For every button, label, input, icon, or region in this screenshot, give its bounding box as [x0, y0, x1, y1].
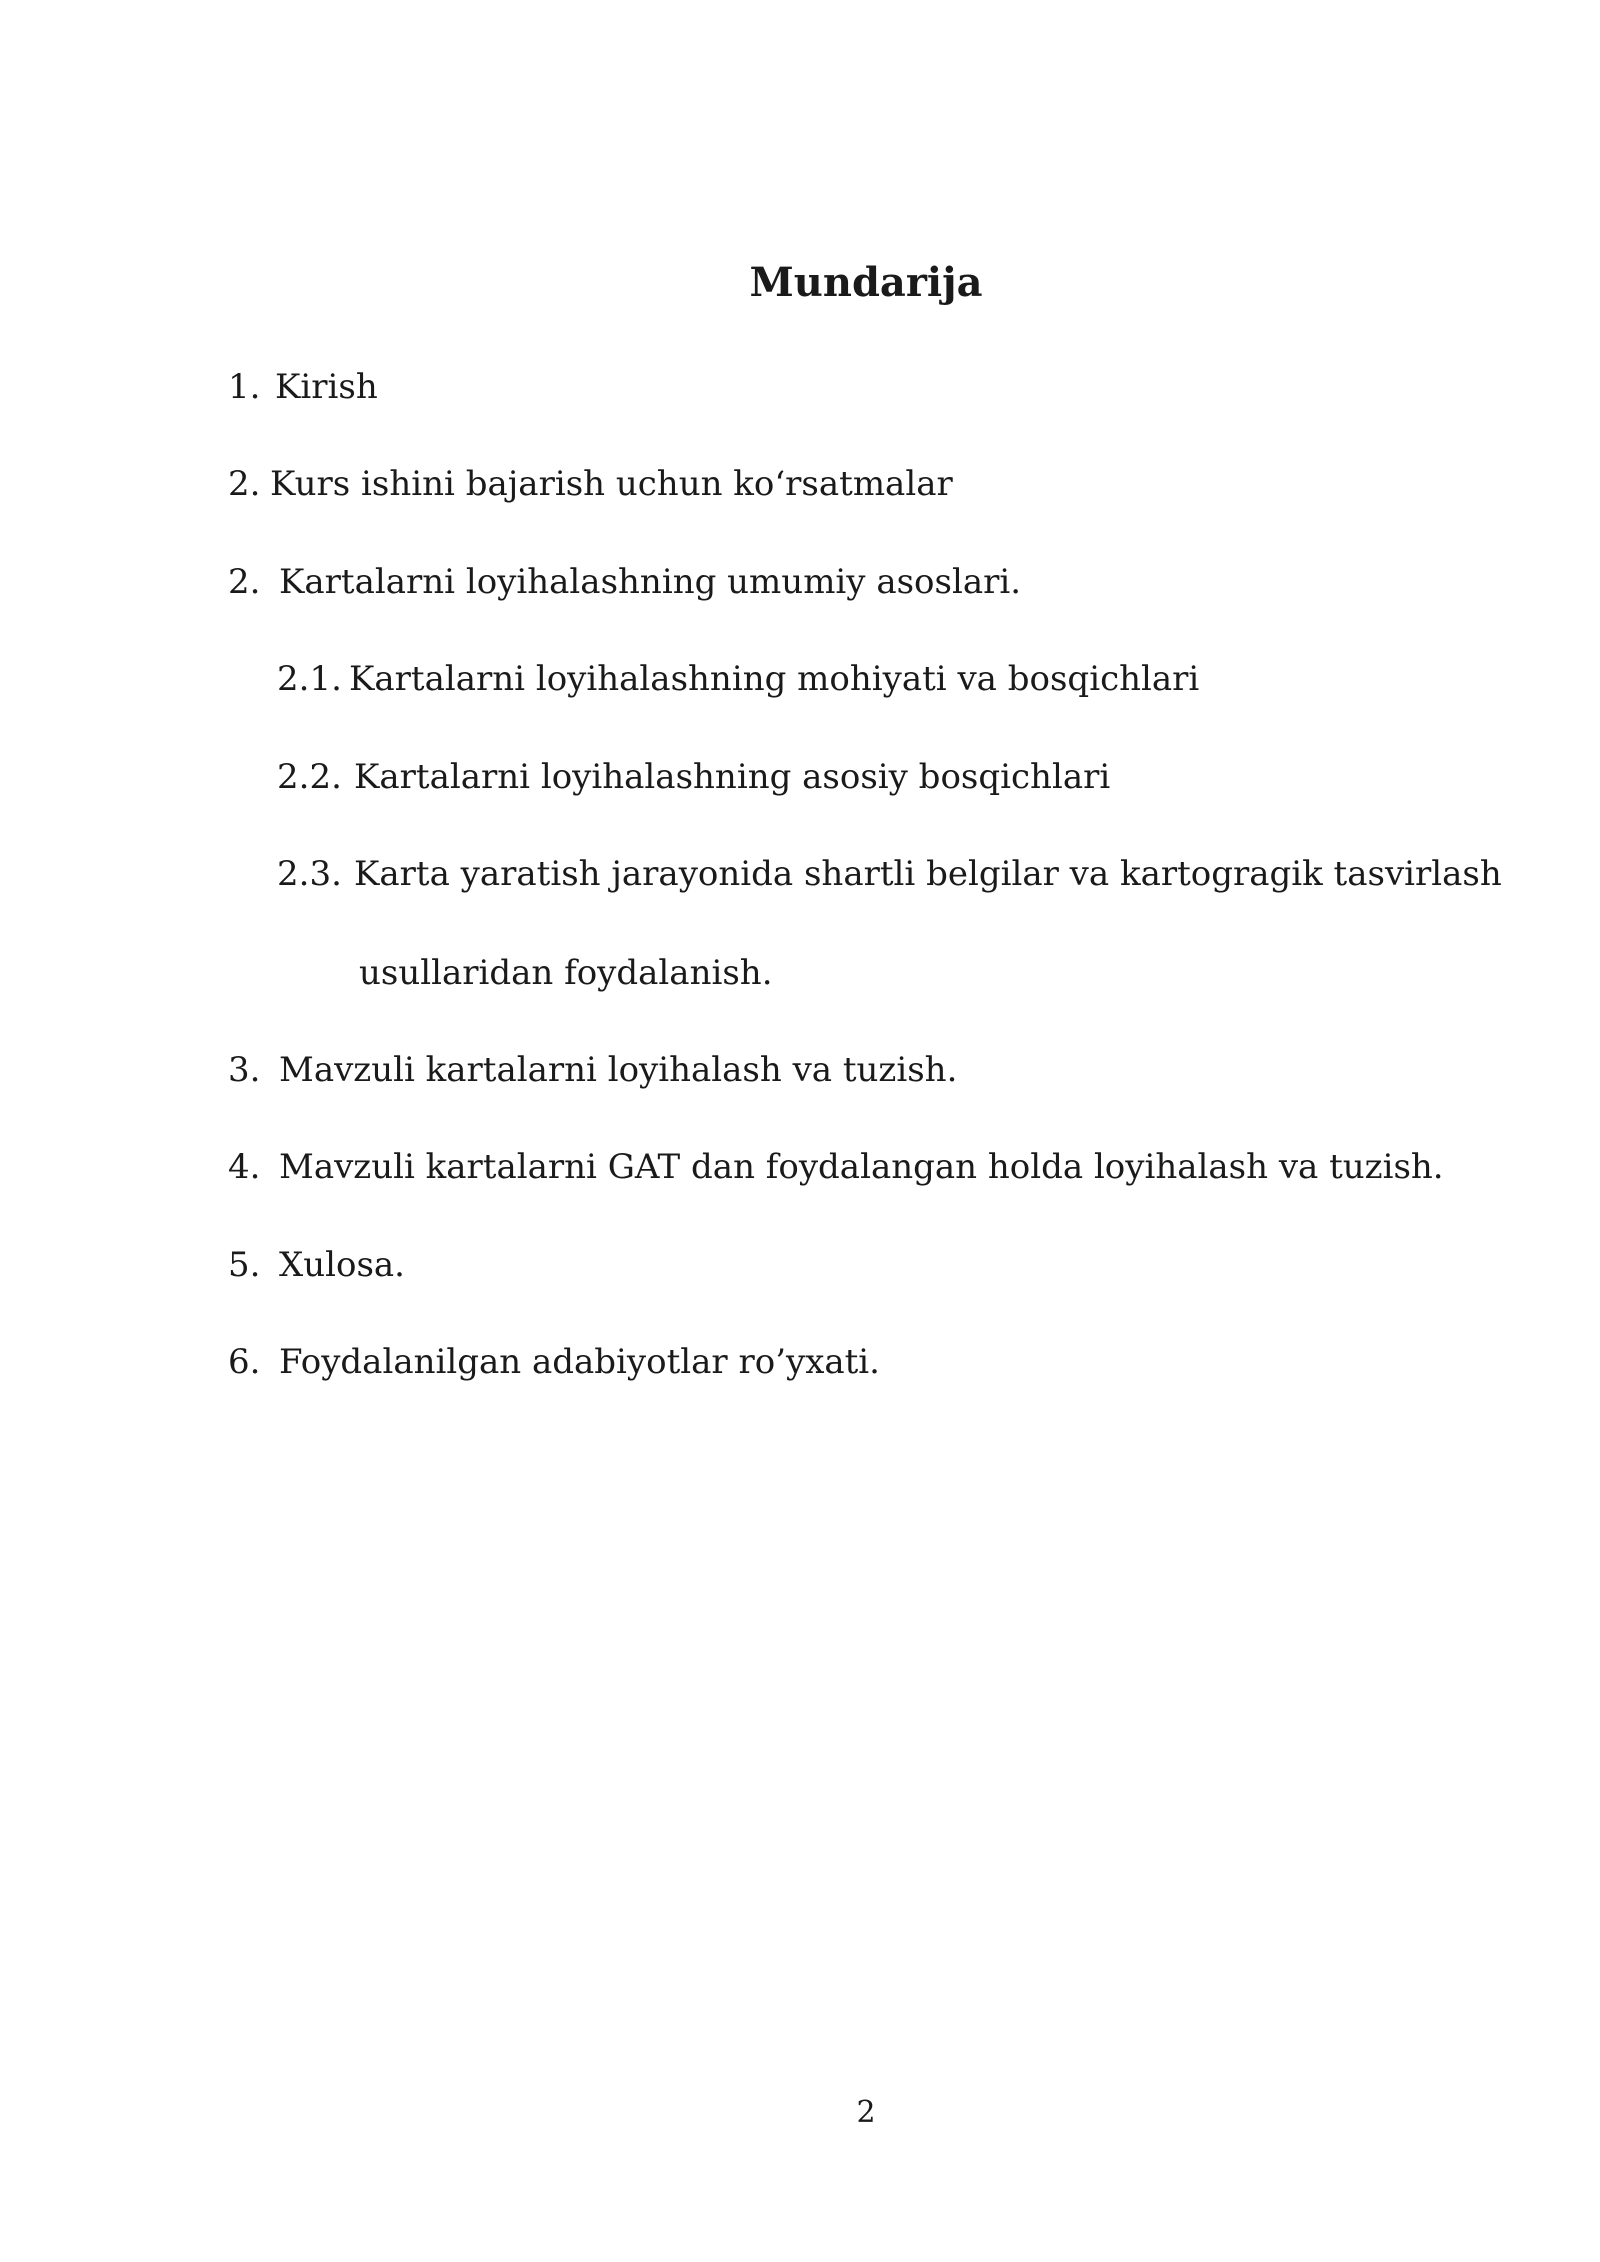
toc-item-text: Kartalarni loyihalashning asosiy bosqichlari	[354, 757, 1111, 797]
toc-item-number: 1.	[228, 367, 261, 407]
toc-item-text: Karta yaratish jarayonida shartli belgilar va kartogragik tasvirlash	[354, 854, 1502, 894]
toc-item-text: usullaridan foydalanish.	[359, 953, 773, 993]
toc-item-text: Foydalanilgan adabiyotlar ro’yxati.	[279, 1342, 880, 1382]
toc-item-text: Xulosa.	[279, 1245, 405, 1285]
toc-item-2-3-continuation	[359, 951, 773, 995]
toc-item-2-2	[277, 755, 1110, 799]
toc-item-text: Kurs ishini bajarish uchun ko‘rsatmalar	[270, 464, 953, 504]
toc-item-text: Kartalarni loyihalashning mohiyati va bosqichlari	[349, 659, 1200, 699]
toc-item-text: Kirish	[275, 367, 378, 407]
toc-item-number: 2.	[228, 464, 261, 504]
toc-item-2-3	[277, 852, 1502, 896]
toc-item-number: 2.	[228, 562, 261, 602]
toc-item-text: Mavzuli kartalarni GAT dan foydalangan holda loyihalash va tuzish.	[279, 1147, 1444, 1187]
toc-item-5	[228, 1243, 405, 1287]
toc-item-6	[228, 1340, 880, 1384]
toc-item-text: Kartalarni loyihalashning umumiy asoslari.	[279, 562, 1022, 602]
toc-item-number: 2.3.	[277, 854, 342, 894]
toc-item-number: 2.2.	[277, 757, 342, 797]
toc-item-text: Mavzuli kartalarni loyihalash va tuzish.	[279, 1050, 958, 1090]
toc-item-number: 4.	[228, 1147, 261, 1187]
page-title: Mundarija	[749, 259, 983, 306]
toc-item-number: 6.	[228, 1342, 261, 1382]
toc-item-1	[228, 365, 378, 409]
page-number: 2	[856, 2095, 876, 2130]
toc-item-3	[228, 1048, 957, 1092]
toc-item-number: 5.	[228, 1245, 261, 1285]
toc-item-2-general	[228, 560, 1021, 604]
toc-item-number: 2.1.	[277, 659, 342, 699]
toc-item-2-1	[277, 657, 1199, 701]
toc-item-2	[228, 462, 953, 506]
toc-item-4	[228, 1145, 1444, 1189]
toc-item-number: 3.	[228, 1050, 261, 1090]
